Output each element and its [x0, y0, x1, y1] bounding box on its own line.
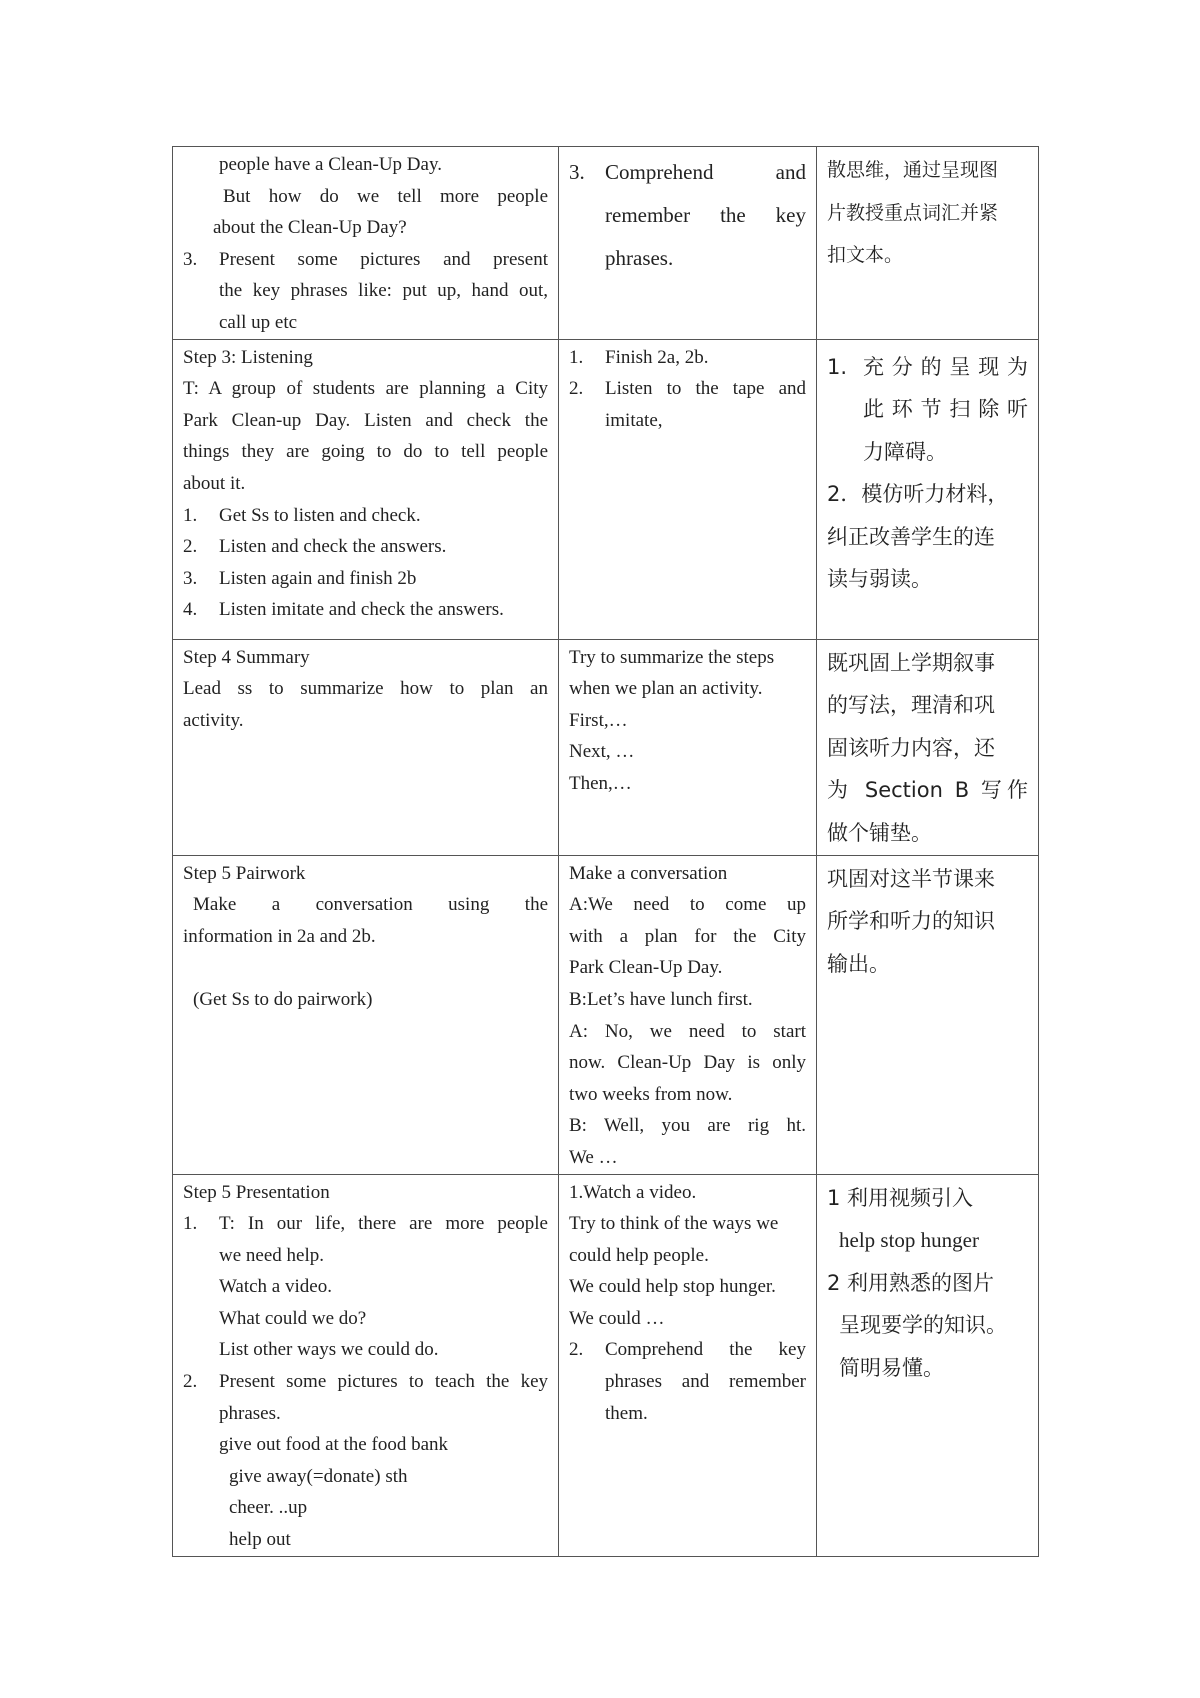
list-item	[183, 594, 548, 626]
text-line: 片教授重点词汇并紧	[827, 201, 999, 224]
text-line: (Get Ss to do pairwork)	[193, 988, 373, 1010]
table-row	[173, 1174, 1039, 1556]
text-line: help out	[229, 1529, 291, 1551]
procedure-cell	[173, 147, 559, 340]
text-line: 既巩固上学期叙事	[827, 650, 995, 675]
list-item	[183, 244, 548, 339]
text-line: give away(=donate) sth	[229, 1465, 408, 1487]
text-line: two weeks from now.	[569, 1083, 733, 1105]
text-line: 1 利用视频引入	[827, 1185, 974, 1210]
text-line: when we plan an activity.	[569, 678, 763, 700]
text-line: about the Clean-Up Day?	[213, 217, 407, 239]
text-line: But how do we tell more people	[223, 185, 548, 207]
text-line: them.	[605, 1402, 648, 1424]
text-line: Lead ss to summarize how to plan an	[183, 678, 548, 700]
text-line: could help people.	[569, 1244, 709, 1266]
text-line: Then,…	[569, 772, 632, 794]
text-line: things they are going to do to tell people	[183, 441, 548, 463]
purpose-cell	[817, 147, 1039, 340]
text-line: 2 利用熟悉的图片	[827, 1270, 995, 1295]
text-line: What could we do?	[219, 1307, 367, 1329]
list-item	[827, 342, 1028, 474]
list-number: 2.	[569, 1339, 584, 1361]
list-item	[183, 1366, 548, 1556]
text-line: Park Clean-up Day. Listen and check the	[183, 409, 548, 431]
purpose-cell	[817, 1174, 1039, 1556]
list-item	[183, 563, 548, 595]
text-line: Next, …	[569, 741, 635, 763]
text-line: 巩固对这半节课来	[827, 866, 995, 891]
text-line: We could …	[569, 1307, 665, 1329]
text-line: B:Let’s have lunch first.	[569, 988, 753, 1010]
text-line: A: No, we need to start	[569, 1020, 806, 1042]
table-row	[173, 639, 1039, 855]
purpose-cell	[817, 639, 1039, 855]
text-line: about it.	[183, 472, 246, 494]
text-line: Try to think of the ways we	[569, 1213, 779, 1235]
text-line: 简明易懂。	[839, 1355, 944, 1380]
list-item	[569, 342, 806, 374]
text-line: the key phrases like: put up, hand out,	[219, 280, 548, 302]
text-line: now. Clean-Up Day is only	[569, 1052, 806, 1074]
text-line: we need help.	[219, 1244, 324, 1266]
text-line: 充分的呈现为	[863, 354, 1028, 379]
list-item	[183, 1208, 548, 1366]
text-line: Listen and check the answers.	[219, 536, 447, 558]
text-line: T: In our life, there are more people	[219, 1213, 548, 1235]
text-line: Listen to the tape and	[605, 378, 806, 400]
text-line: Finish 2a, 2b.	[605, 346, 709, 368]
text-line: We …	[569, 1146, 618, 1168]
list-number: 4.	[183, 599, 198, 621]
list-number: 2.	[183, 536, 198, 558]
list-number: 3.	[183, 248, 198, 270]
activity-cell	[559, 639, 817, 855]
text-line: B: Well, you are rig ht.	[569, 1115, 806, 1137]
text-line: imitate,	[605, 409, 663, 431]
activity-cell	[559, 1174, 817, 1556]
step-heading: Step 3: Listening	[183, 346, 313, 368]
text-line: with a plan for the City	[569, 925, 806, 947]
text-line: 读与弱读。	[827, 567, 932, 592]
text-line: Park Clean-Up Day.	[569, 957, 723, 979]
text-line: Watch a video.	[219, 1276, 332, 1298]
text-line: Comprehend and	[605, 160, 806, 184]
procedure-cell	[173, 339, 559, 639]
text-line: 呈现要学的知识。	[839, 1313, 1007, 1337]
text-line: information in 2a and 2b.	[183, 925, 376, 947]
text-line: 固该听力内容，还	[827, 735, 995, 760]
text-line: Listen imitate and check the answers.	[219, 599, 504, 621]
text-line: help stop hunger	[839, 1228, 979, 1252]
text-line: 的写法，理清和巩	[827, 693, 995, 718]
text-line: We could help stop hunger.	[569, 1276, 776, 1298]
step-heading: Step 5 Presentation	[183, 1181, 330, 1203]
text-line: call up etc	[219, 311, 298, 333]
text-line: 散思维，通过呈现图	[827, 159, 999, 181]
activity-cell	[559, 339, 817, 639]
text-line: Try to summarize the steps	[569, 646, 775, 668]
table-row	[173, 147, 1039, 340]
procedure-cell	[173, 1174, 559, 1556]
text-line: cheer. ..up	[229, 1497, 308, 1519]
list-number: 2.	[569, 378, 584, 400]
text-line: 输出。	[827, 951, 890, 976]
text-line: 扣文本。	[827, 244, 904, 266]
text-line: Make a conversation	[569, 862, 728, 884]
text-line: Listen again and finish 2b	[219, 567, 417, 589]
text-line: A:We need to come up	[569, 894, 806, 916]
text-line: 力障碍。	[863, 439, 947, 464]
text-line: 2．模仿听力材料，	[827, 482, 1009, 507]
list-number: 3.	[183, 567, 198, 589]
text-line: List other ways we could do.	[219, 1339, 439, 1361]
text-line: Present some pictures and present	[219, 248, 548, 270]
text-line: Comprehend the key	[605, 1339, 806, 1361]
text-line: 所学和听力的知识	[827, 909, 995, 934]
text-line: activity.	[183, 709, 244, 731]
text-line: 做个铺垫。	[827, 820, 932, 845]
text-line: phrases.	[219, 1402, 281, 1424]
text-line: Get Ss to listen and check.	[219, 504, 421, 526]
activity-cell	[559, 147, 817, 340]
lesson-plan-table	[172, 146, 1039, 1557]
procedure-cell	[173, 639, 559, 855]
list-number: 2.	[183, 1371, 198, 1393]
step-heading: Step 4 Summary	[183, 646, 310, 668]
text-line: 纠正改善学生的连	[827, 524, 995, 549]
list-item	[569, 373, 806, 436]
procedure-cell	[173, 855, 559, 1174]
text-line: First,…	[569, 709, 628, 731]
list-number: 1.	[183, 1213, 198, 1235]
list-item	[183, 500, 548, 532]
text-line: 此环节扫除听	[863, 397, 1028, 422]
text-line: 1.Watch a video.	[569, 1181, 697, 1203]
list-number: 1.	[827, 354, 848, 379]
activity-cell	[559, 855, 817, 1174]
list-number: 1.	[569, 346, 584, 368]
text-line: people have a Clean-Up Day.	[219, 154, 442, 175]
purpose-cell	[817, 855, 1039, 1174]
text-line: 为 Section B 写作	[827, 778, 1028, 803]
table-row	[173, 339, 1039, 639]
text-line: T: A group of students are planning a City	[183, 378, 548, 400]
text-line: phrases and remember	[605, 1371, 806, 1393]
text-line: give out food at the food bank	[219, 1434, 449, 1456]
list-number: 1.	[183, 504, 198, 526]
purpose-cell	[817, 339, 1039, 639]
text-line: Present some pictures to teach the key	[219, 1371, 548, 1393]
text-line: phrases.	[605, 246, 674, 270]
text-line: Make a conversation using the	[193, 894, 548, 916]
table-row	[173, 855, 1039, 1174]
list-number: 3.	[569, 160, 585, 184]
list-item	[569, 149, 806, 280]
step-heading: Step 5 Pairwork	[183, 862, 306, 884]
text-line: remember the key	[605, 203, 806, 227]
list-item	[183, 531, 548, 563]
list-item	[569, 1334, 806, 1429]
